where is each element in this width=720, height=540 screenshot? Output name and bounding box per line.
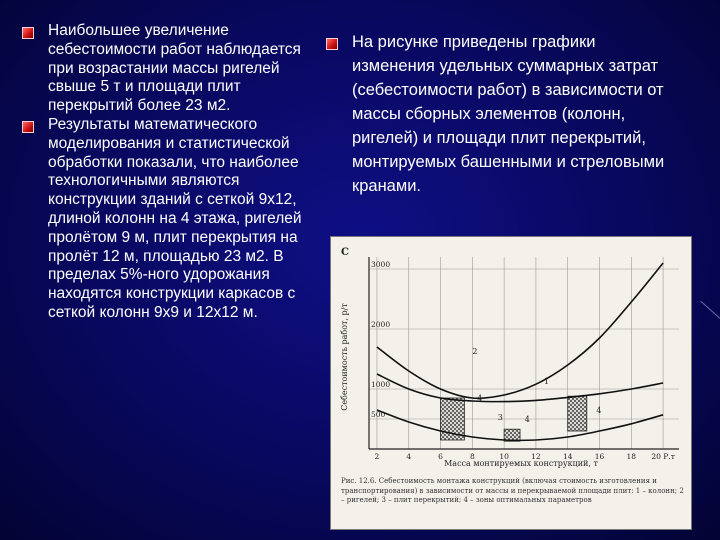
- bullet-square-icon: [326, 38, 338, 50]
- curve-label: 2: [472, 347, 478, 357]
- y-axis-label: Себестоимость работ, р/т: [340, 303, 349, 411]
- figure-chart: [330, 236, 692, 530]
- curve-label: 4: [524, 415, 530, 424]
- x-tick-label: 18: [626, 452, 637, 461]
- x-tick-label: 4: [406, 452, 412, 461]
- x-tick-label: 8: [469, 452, 475, 461]
- x-axis-label: Масса монтируемых конструкций, т: [444, 459, 598, 468]
- y-tick-label: 500: [371, 410, 386, 419]
- bullet-text: На рисунке приведены графики изменения удельных суммарных затрат (себестоимости работ) в зависимости от массы сборных элементов (колонн, ригелей) и площади плит перекрытий, монтируемых башенными и стреловыми кранами.: [352, 33, 665, 195]
- bullet-square-icon: [22, 121, 34, 133]
- x-tick-label: 16: [594, 452, 605, 461]
- bullet-square-icon: [22, 27, 34, 39]
- y-tick-label: 3000: [371, 260, 391, 269]
- bullet-text: Результаты математического моделирования и статистической обработки показали, что наиболее технологичными являются конструкции зданий с сеткой 9х12, длиной колонн на 4 этажа, ригелей пролётом 9 м, плит перекрытия на пролёт 12 м, площадью 23 м2. В пределах 5%-ного удорожания находятся конструкции каркасов с сеткой колонн 9х9 и 12х12 м.: [48, 115, 302, 321]
- series-line-2: [377, 263, 663, 398]
- x-tick-label: 6: [438, 452, 443, 461]
- figure-caption: Рис. 12.6. Себестоимость монтажа конструкций (включая стоимость изготовления и транспортирования) в зависимости от массы и перекрываемой площади плит: 1 – колонн; 2 – ригелей; 3 – плит перекрытий; 4 – зоны оптимальных параметров: [341, 477, 684, 504]
- x-tick-label: 20 Р.т: [651, 452, 675, 461]
- corner-label: С: [341, 247, 349, 258]
- curve-label: 4: [477, 394, 483, 403]
- bullet-item: [22, 22, 312, 116]
- x-tick-label: 14: [562, 452, 573, 461]
- y-tick-label: 2000: [371, 320, 391, 329]
- bullet-text: Наибольшее увеличение себестоимости работ наблюдается при возрастании массы ригелей свыше 5 т и площади плит перекрытий более 23 м2.: [48, 22, 301, 115]
- curve-label: 1: [543, 377, 549, 387]
- bullet-item: [22, 116, 312, 323]
- y-tick-label: 1000: [371, 380, 391, 389]
- x-tick-label: 2: [374, 452, 380, 461]
- x-tick-label: 10: [499, 452, 509, 461]
- optimal-zone-rect: [568, 396, 587, 431]
- curve-label: 4: [596, 406, 602, 415]
- right-text-column: [326, 30, 676, 198]
- left-text-column: [22, 22, 312, 323]
- bullet-item: [326, 30, 676, 198]
- x-tick-label: 12: [531, 452, 541, 461]
- curve-label: 3: [497, 413, 503, 423]
- decorative-line: [700, 301, 720, 319]
